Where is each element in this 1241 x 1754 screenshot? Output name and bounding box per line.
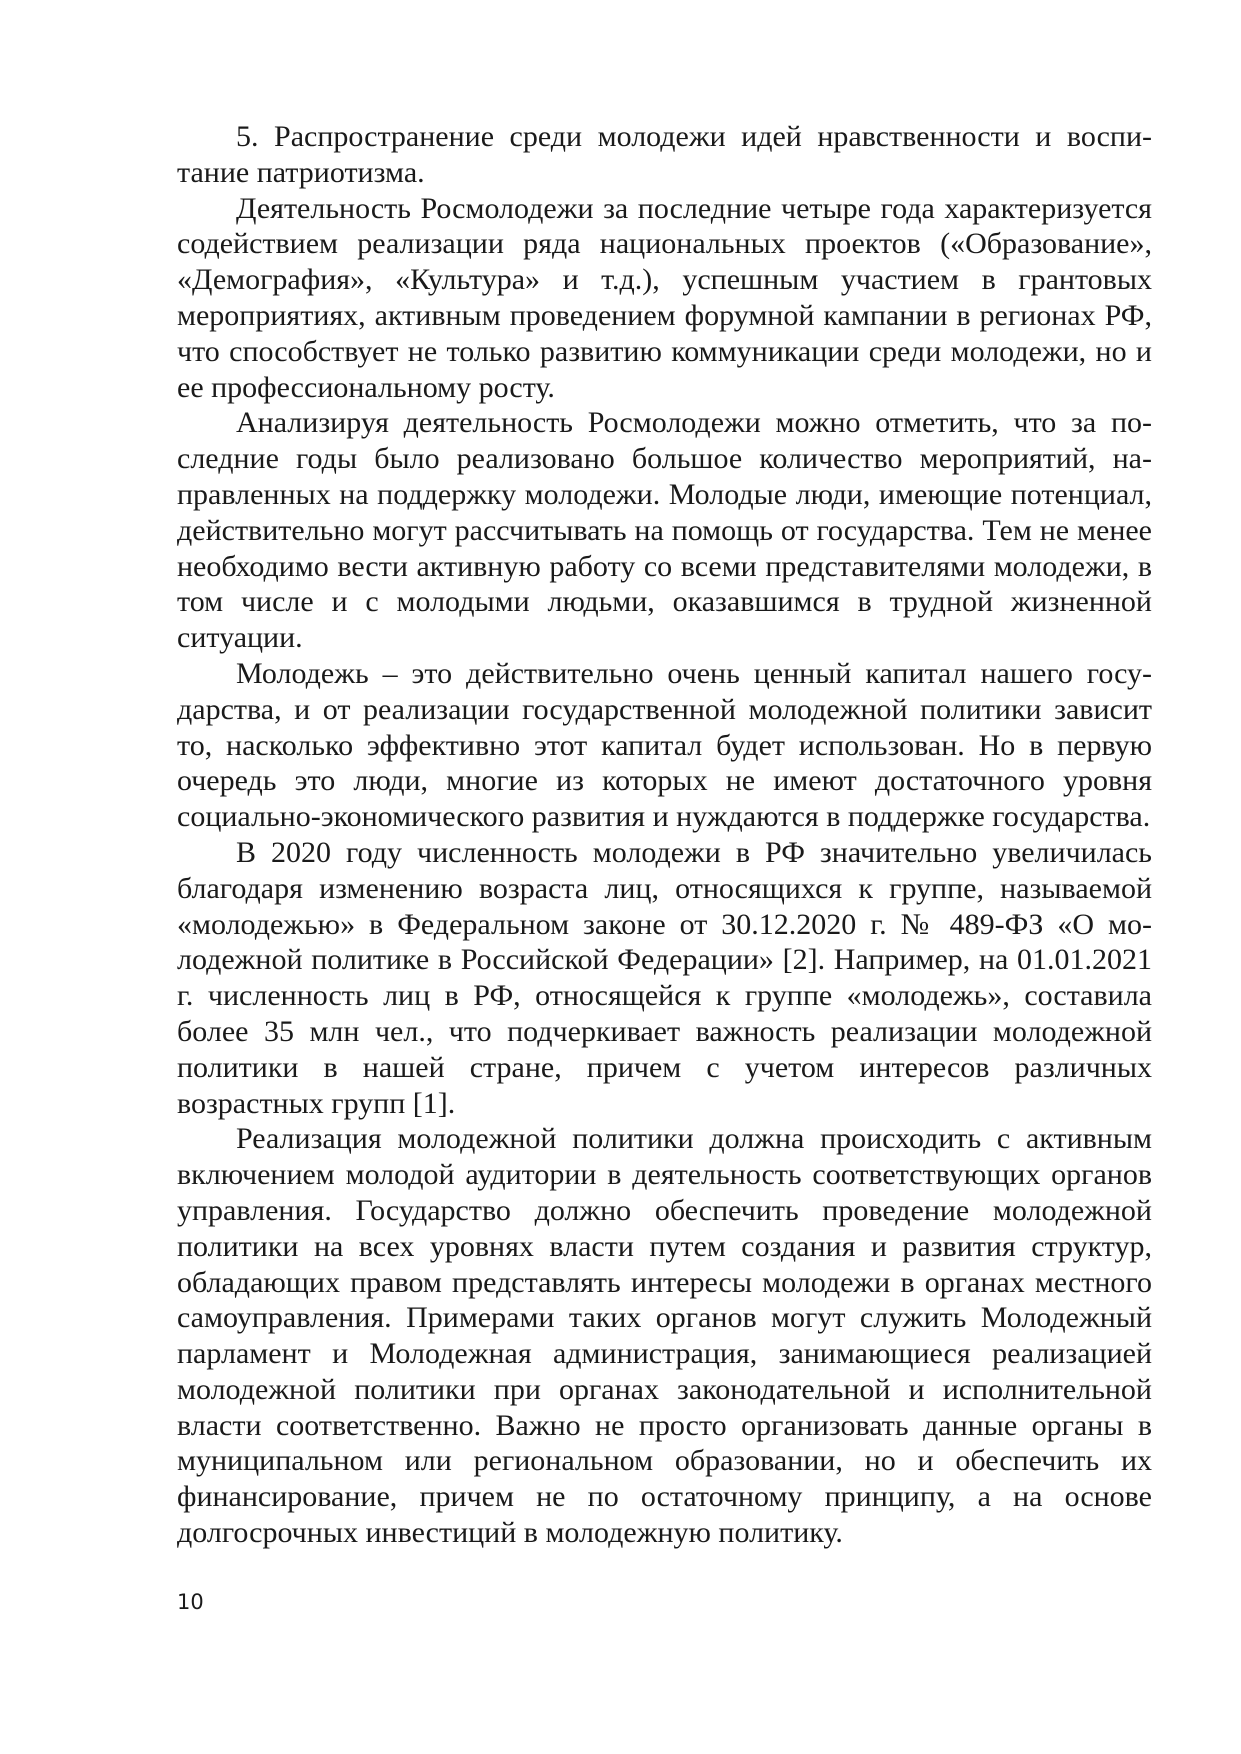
paragraph-youth-policy-implementation: Реализация молодежной политики должна происходить с активным включением молодой аудитории в деятельность соответствующих органов управления. Государство должно обеспечить проведение молодежной политики на всех уровнях власти путем создания и развития структур, обладающих правом представлять интересы молодежи в органах местного самоуправления. Примерами таких органов могут служить Молодежный парламент и Молодежная администрация, занимающиеся реализацией молодежной политики при органах законодательной и исполнительной власти соответственно. Важно не просто организовать данные органы в муниципальном или региональном образовании, но и обеспечить их финансирование, причем не по остаточному принципу, а на основе долгосрочных инвестиций в молодежную политику. — [177, 1122, 1152, 1550]
paragraph-youth-capital: Молодежь – это действительно очень ценный капитал нашего государства, и от реализации государственной молодежной политики зависит то, насколько эффективно этот капитал будет использован. Но в первую очередь это люди, многие из которых не имеют достаточного уровня социально-экономического развития и нуждаются в поддержке государства. — [177, 656, 1152, 834]
body-text — [177, 119, 1152, 1551]
paragraph-youth-population-2020: В 2020 году численность молодежи в РФ значительно увеличилась благодаря изменению возраста лиц, относящихся к группе, называемой «молодежью» в Федеральном законе от 30.12.2020 г. № 489-ФЗ «О молодежной политике в Российской Федерации» [2]. Например, на 01.01.2021 г. численность лиц в РФ, относящейся к группе «молодежь», составила более 35 млн чел., что подчеркивает важность реализации молодежной политики в нашей стране, причем с учетом интересов различных возрастных групп [1]. — [177, 835, 1152, 1120]
paragraph-rosmolodezh-analysis: Анализируя деятельность Росмолодежи можно отметить, что за последние годы было реализовано большое количество мероприятий, направленных на поддержку молодежи. Молодые люди, имеющие потенциал, действительно могут рассчитывать на помощь от государства. Тем не менее необходимо вести активную работу со всеми представителями молодежи, в том числе и с молодыми людьми, оказавшимся в трудной жизненной ситуации. — [177, 406, 1152, 655]
paragraph-rosmolodezh-activity: Деятельность Росмолодежи за последние четыре года характеризуется содействием реализации ряда национальных проектов («Образование», «Демография», «Культура» и т.д.), успешным участием в грантовых мероприятиях, активным проведением форумной кампании в регионах РФ, что способствует не только развитию коммуникации среди молодежи, но и ее профессиональному росту. — [177, 191, 1152, 404]
paragraph-list-item-5: 5. Распространение среди молодежи идей нравственности и воспитание патриотизма. — [177, 120, 1152, 189]
page-number: 10 — [177, 1590, 204, 1614]
